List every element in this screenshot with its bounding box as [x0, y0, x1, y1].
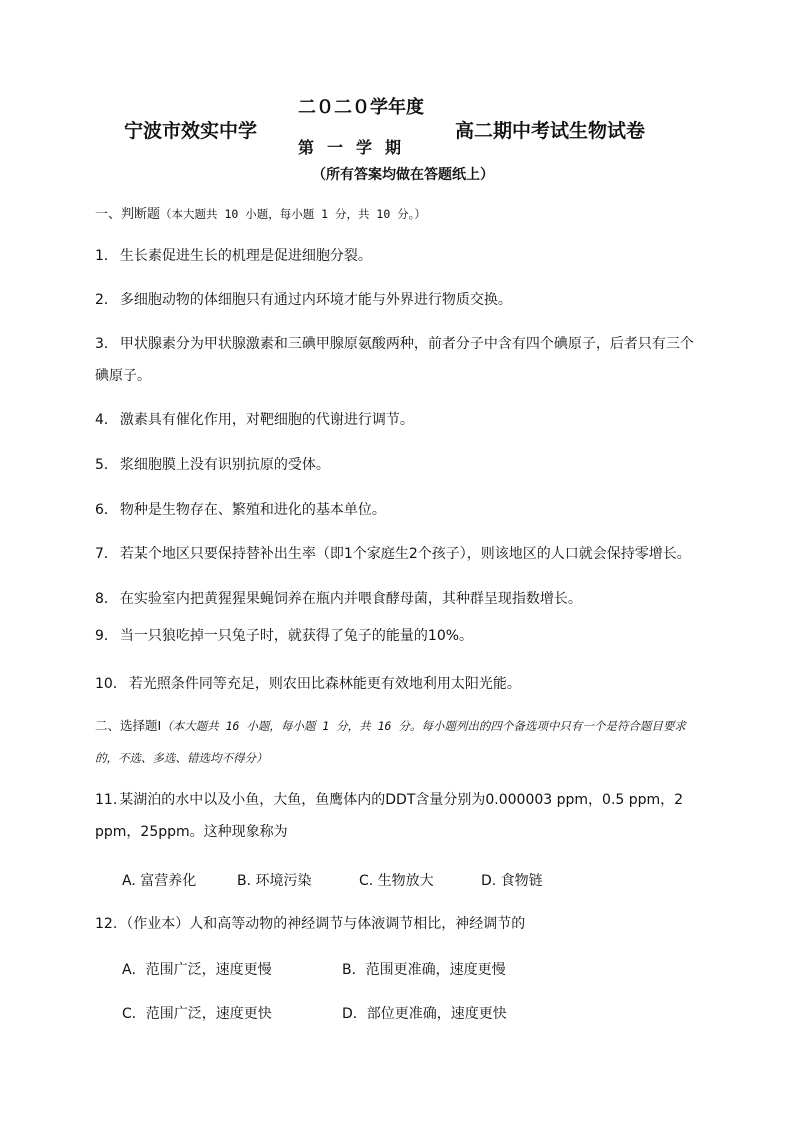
question-text: 若某个地区只要保持替补出生率（即1个家庭生2个孩子），则该地区的人口就会保持零增长。 — [119, 546, 691, 562]
question-1 — [95, 240, 705, 272]
section1-title: 一、判断题 — [95, 207, 161, 222]
question-number: 12. — [95, 916, 118, 932]
question-11 — [95, 784, 705, 848]
question-text: 多细胞动物的体细胞只有通过内环境才能与外界进行物质交换。 — [119, 292, 512, 308]
section2-detail: （本大题共 16 小题，每小题 1 分，共 16 分。每小题列出的四个备选项中只有一个是符合题目要求的，不选、多选、错选均不得分） — [95, 719, 686, 765]
question-2 — [95, 284, 705, 316]
question-number: 3． — [95, 336, 118, 352]
question-text: 物种是生物存在、繁殖和进化的基本单位。 — [119, 502, 386, 518]
question-number: 11. — [95, 792, 118, 808]
question-6 — [95, 494, 705, 526]
question-text: 甲状腺素分为甲状腺激素和三碘甲腺原氨酸两种，前者分子中含有四个碘原子，后者只有三个碘原子。 — [95, 336, 694, 384]
section2-title: 二、选择题Ⅰ — [95, 718, 162, 733]
question-10 — [95, 668, 705, 700]
question-number: 5． — [95, 457, 118, 473]
option-b: B. 环境污染 — [237, 873, 312, 889]
question-12 — [95, 908, 705, 940]
question-text: 激素具有催化作用，对靶细胞的代谢进行调节。 — [119, 412, 414, 428]
question-number: 2． — [95, 292, 118, 308]
question-9 — [95, 620, 705, 652]
option-d: D．部位更准确，速度更快 — [342, 1006, 507, 1022]
option-c: C．范围广泛，速度更快 — [122, 1006, 272, 1022]
question-7 — [95, 538, 705, 570]
question-number: 1． — [95, 248, 118, 264]
school-name: 宁波市效实中学 — [124, 120, 258, 142]
question-4 — [95, 404, 705, 436]
question-number: 7． — [95, 546, 118, 562]
option-d: D. 食物链 — [481, 873, 543, 889]
question-text: 在实验室内把黄猩猩果蝇饲养在瓶内并喂食酵母菌，其种群呈现指数增长。 — [119, 591, 582, 607]
question-text: 若光照条件同等充足，则农田比森林能更有效地利用太阳光能。 — [128, 676, 521, 692]
option-a: A. 富营养化 — [122, 873, 197, 889]
question-number: 6． — [95, 502, 118, 518]
question-text: 当一只狼吃掉一只兔子时，就获得了兔子的能量的10%。 — [119, 628, 474, 644]
option-b: B．范围更准确，速度更慢 — [342, 962, 506, 978]
section1-detail: （本大题共 10 小题，每小题 1 分，共 10 分。） — [160, 207, 426, 221]
question-text: （作业本）人和高等动物的神经调节与体液调节相比，神经调节的 — [119, 916, 526, 932]
question-number: 10． — [95, 676, 127, 692]
question-text: 浆细胞膜上没有识别抗原的受体。 — [119, 457, 330, 473]
question-3 — [95, 328, 705, 392]
question-number: 4． — [95, 412, 118, 428]
exam-title: 高二期中考试生物试卷 — [455, 120, 646, 142]
question-text: 生长素促进生长的机理是促进细胞分裂。 — [119, 248, 372, 264]
semester: 第一学期 — [298, 138, 415, 157]
question-5 — [95, 449, 705, 481]
option-c: C. 生物放大 — [359, 873, 434, 889]
option-a: A．范围广泛，速度更慢 — [122, 962, 272, 978]
section2-heading — [95, 710, 705, 774]
answer-note: （所有答案均做在答题纸上） — [312, 167, 494, 183]
question-8 — [95, 583, 705, 615]
question-number: 9． — [95, 628, 118, 644]
question-text: 某湖泊的水中以及小鱼，大鱼，鱼鹰体内的DDT含量分别为0.000003 ppm，0.5 ppm，2 ppm，25ppm。这种现象称为 — [95, 792, 684, 840]
section1-heading — [95, 203, 426, 222]
question-number: 8． — [95, 591, 118, 607]
academic-year: 二０二０学年度 — [298, 97, 424, 118]
